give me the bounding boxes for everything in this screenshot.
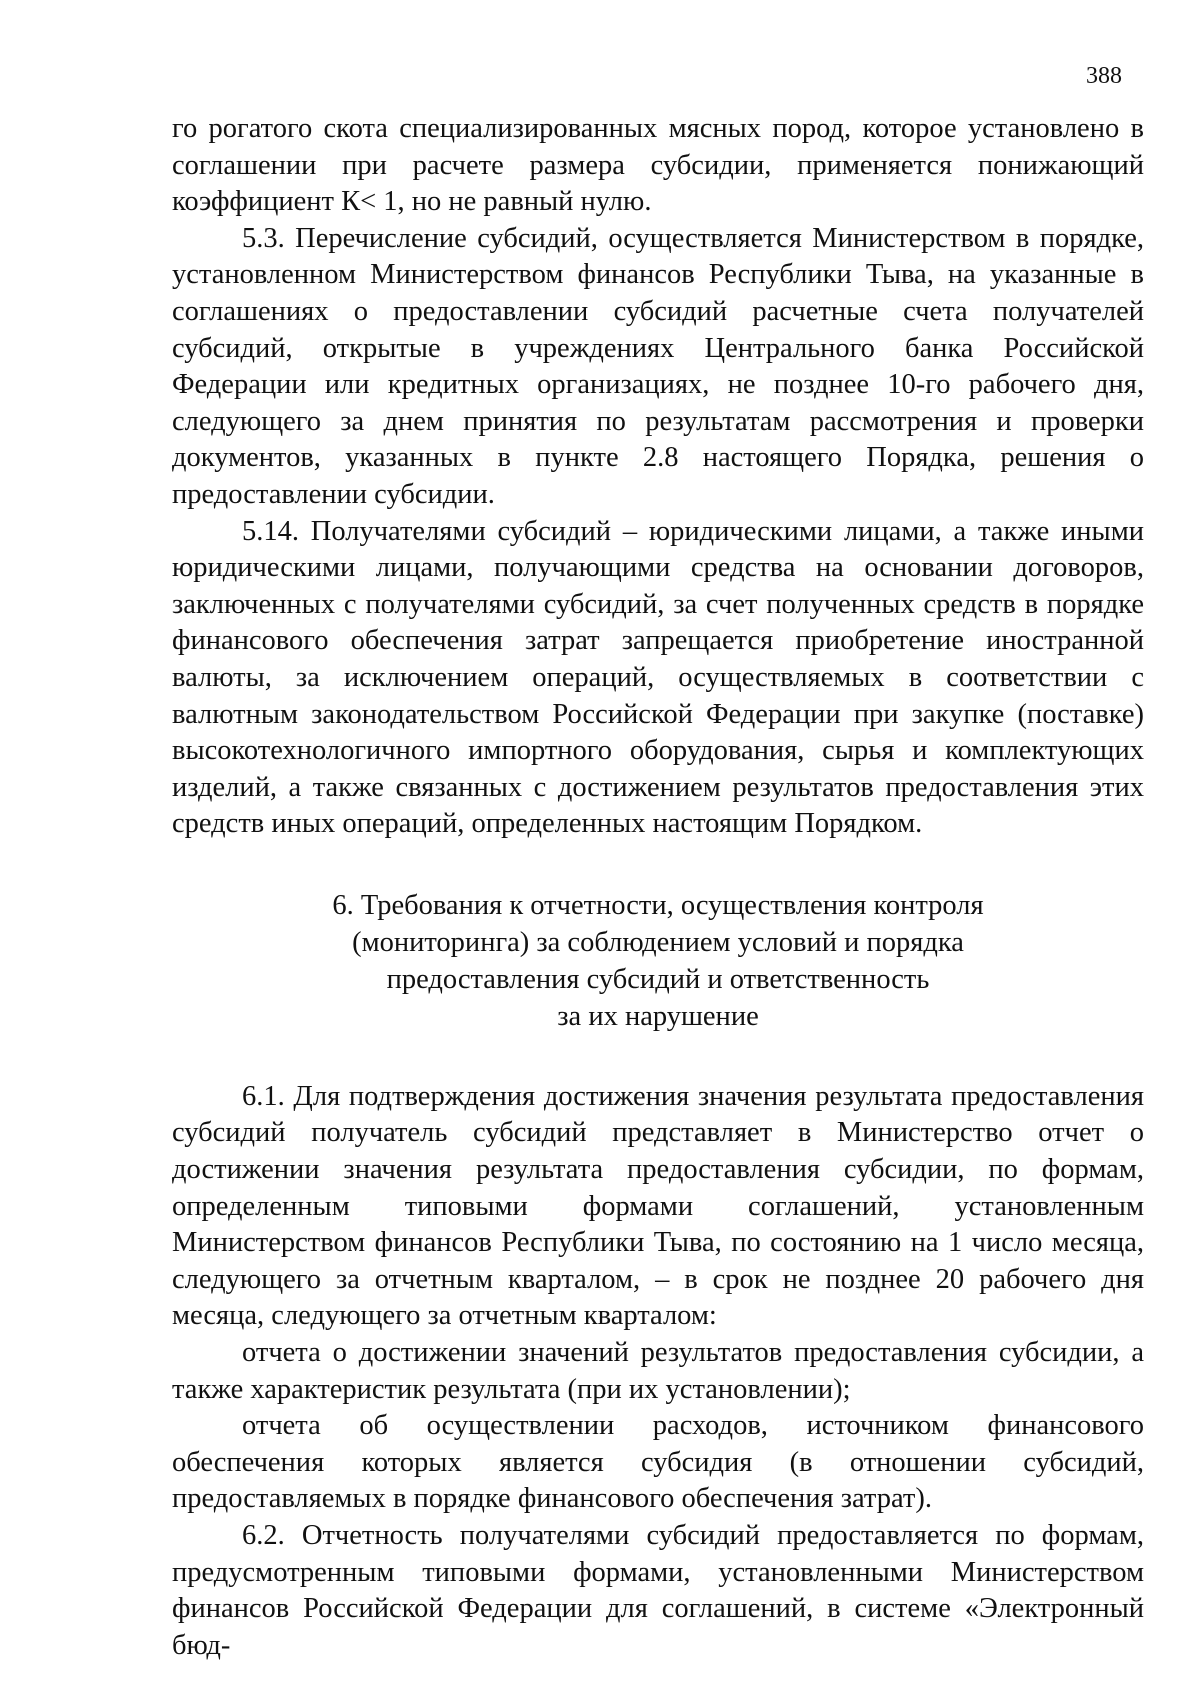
paragraph-5-3: 5.3. Перечисление субсидий, осуществляется Министерством в порядке, установленном Министерством финансов Республики Тыва, на указанные в соглашениях о предоставлении субсидий расчетные счета получателей субсидий, открытые в учреждениях Центрального банка Российской Федерации или кредитных организациях, не позднее 10-го рабочего дня, следующего за днем принятия по результатам рассмотрения и проверки документов, указанных в пункте 2.8 настоящего Порядка, решения о предоставлении субсидии. xyxy=(172,222,1144,510)
document-body xyxy=(172,111,1144,1664)
section-heading-line: за их нарушение xyxy=(557,1000,759,1032)
section-heading-line: предоставления субсидий и ответственность xyxy=(386,963,930,995)
paragraph-report-results: отчета о достижении значений результатов предоставления субсидии, а также характеристик результата (при их установлении); xyxy=(172,1337,1144,1405)
paragraph-6-2: 6.2. Отчетность получателями субсидий предоставляется по формам, предусмотренным типовыми формами, установленными Министерством финансов Российской Федерации для соглашений, в системе «Электронный бюд- xyxy=(172,1520,1144,1661)
section-heading-line: 6. Требования к отчетности, осуществления контроля xyxy=(332,889,984,921)
section-heading-line: (мониторинга) за соблюдением условий и порядка xyxy=(352,926,964,958)
paragraph-6-1: 6.1. Для подтверждения достижения значения результата предоставления субсидий получатель субсидий представляет в Министерство отчет о достижении значения результата предоставления субсидии, по формам, определенным типовыми формами соглашений, установленным Министерством финансов Республики Тыва, по состоянию на 1 число месяца, следующего за отчетным кварталом, – в срок не позднее 20 рабочего дня месяца, следующего за отчетным кварталом: xyxy=(172,1080,1144,1332)
paragraph-report-expenses: отчета об осуществлении расходов, источником финансового обеспечения которых является субсидия (в отношении субсидий, предоставляемых в порядке финансового обеспечения затрат). xyxy=(172,1410,1144,1515)
section-heading xyxy=(172,887,1144,1035)
page-number: 388 xyxy=(1086,63,1122,89)
paragraph-5-14: 5.14. Получателями субсидий – юридическими лицами, а также иными юридическими лицами, получающими средства на основании договоров, заключенных с получателями субсидий, за счет полученных средств в порядке финансового обеспечения затрат запрещается приобретение иностранной валюты, за исключением операций, осуществляемых в соответствии с валютным законодательством Российской Федерации при закупке (поставке) высокотехнологичного импортного оборудования, сырья и комплектующих изделий, а также связанных с достижением результатов предоставления этих средств иных операций, определенных настоящим Порядком. xyxy=(172,515,1144,840)
paragraph-continuation: го рогатого скота специализированных мясных пород, которое установлено в соглашении при расчете размера субсидии, применяется понижающий коэффициент К< 1, но не равный нулю. xyxy=(172,113,1144,218)
